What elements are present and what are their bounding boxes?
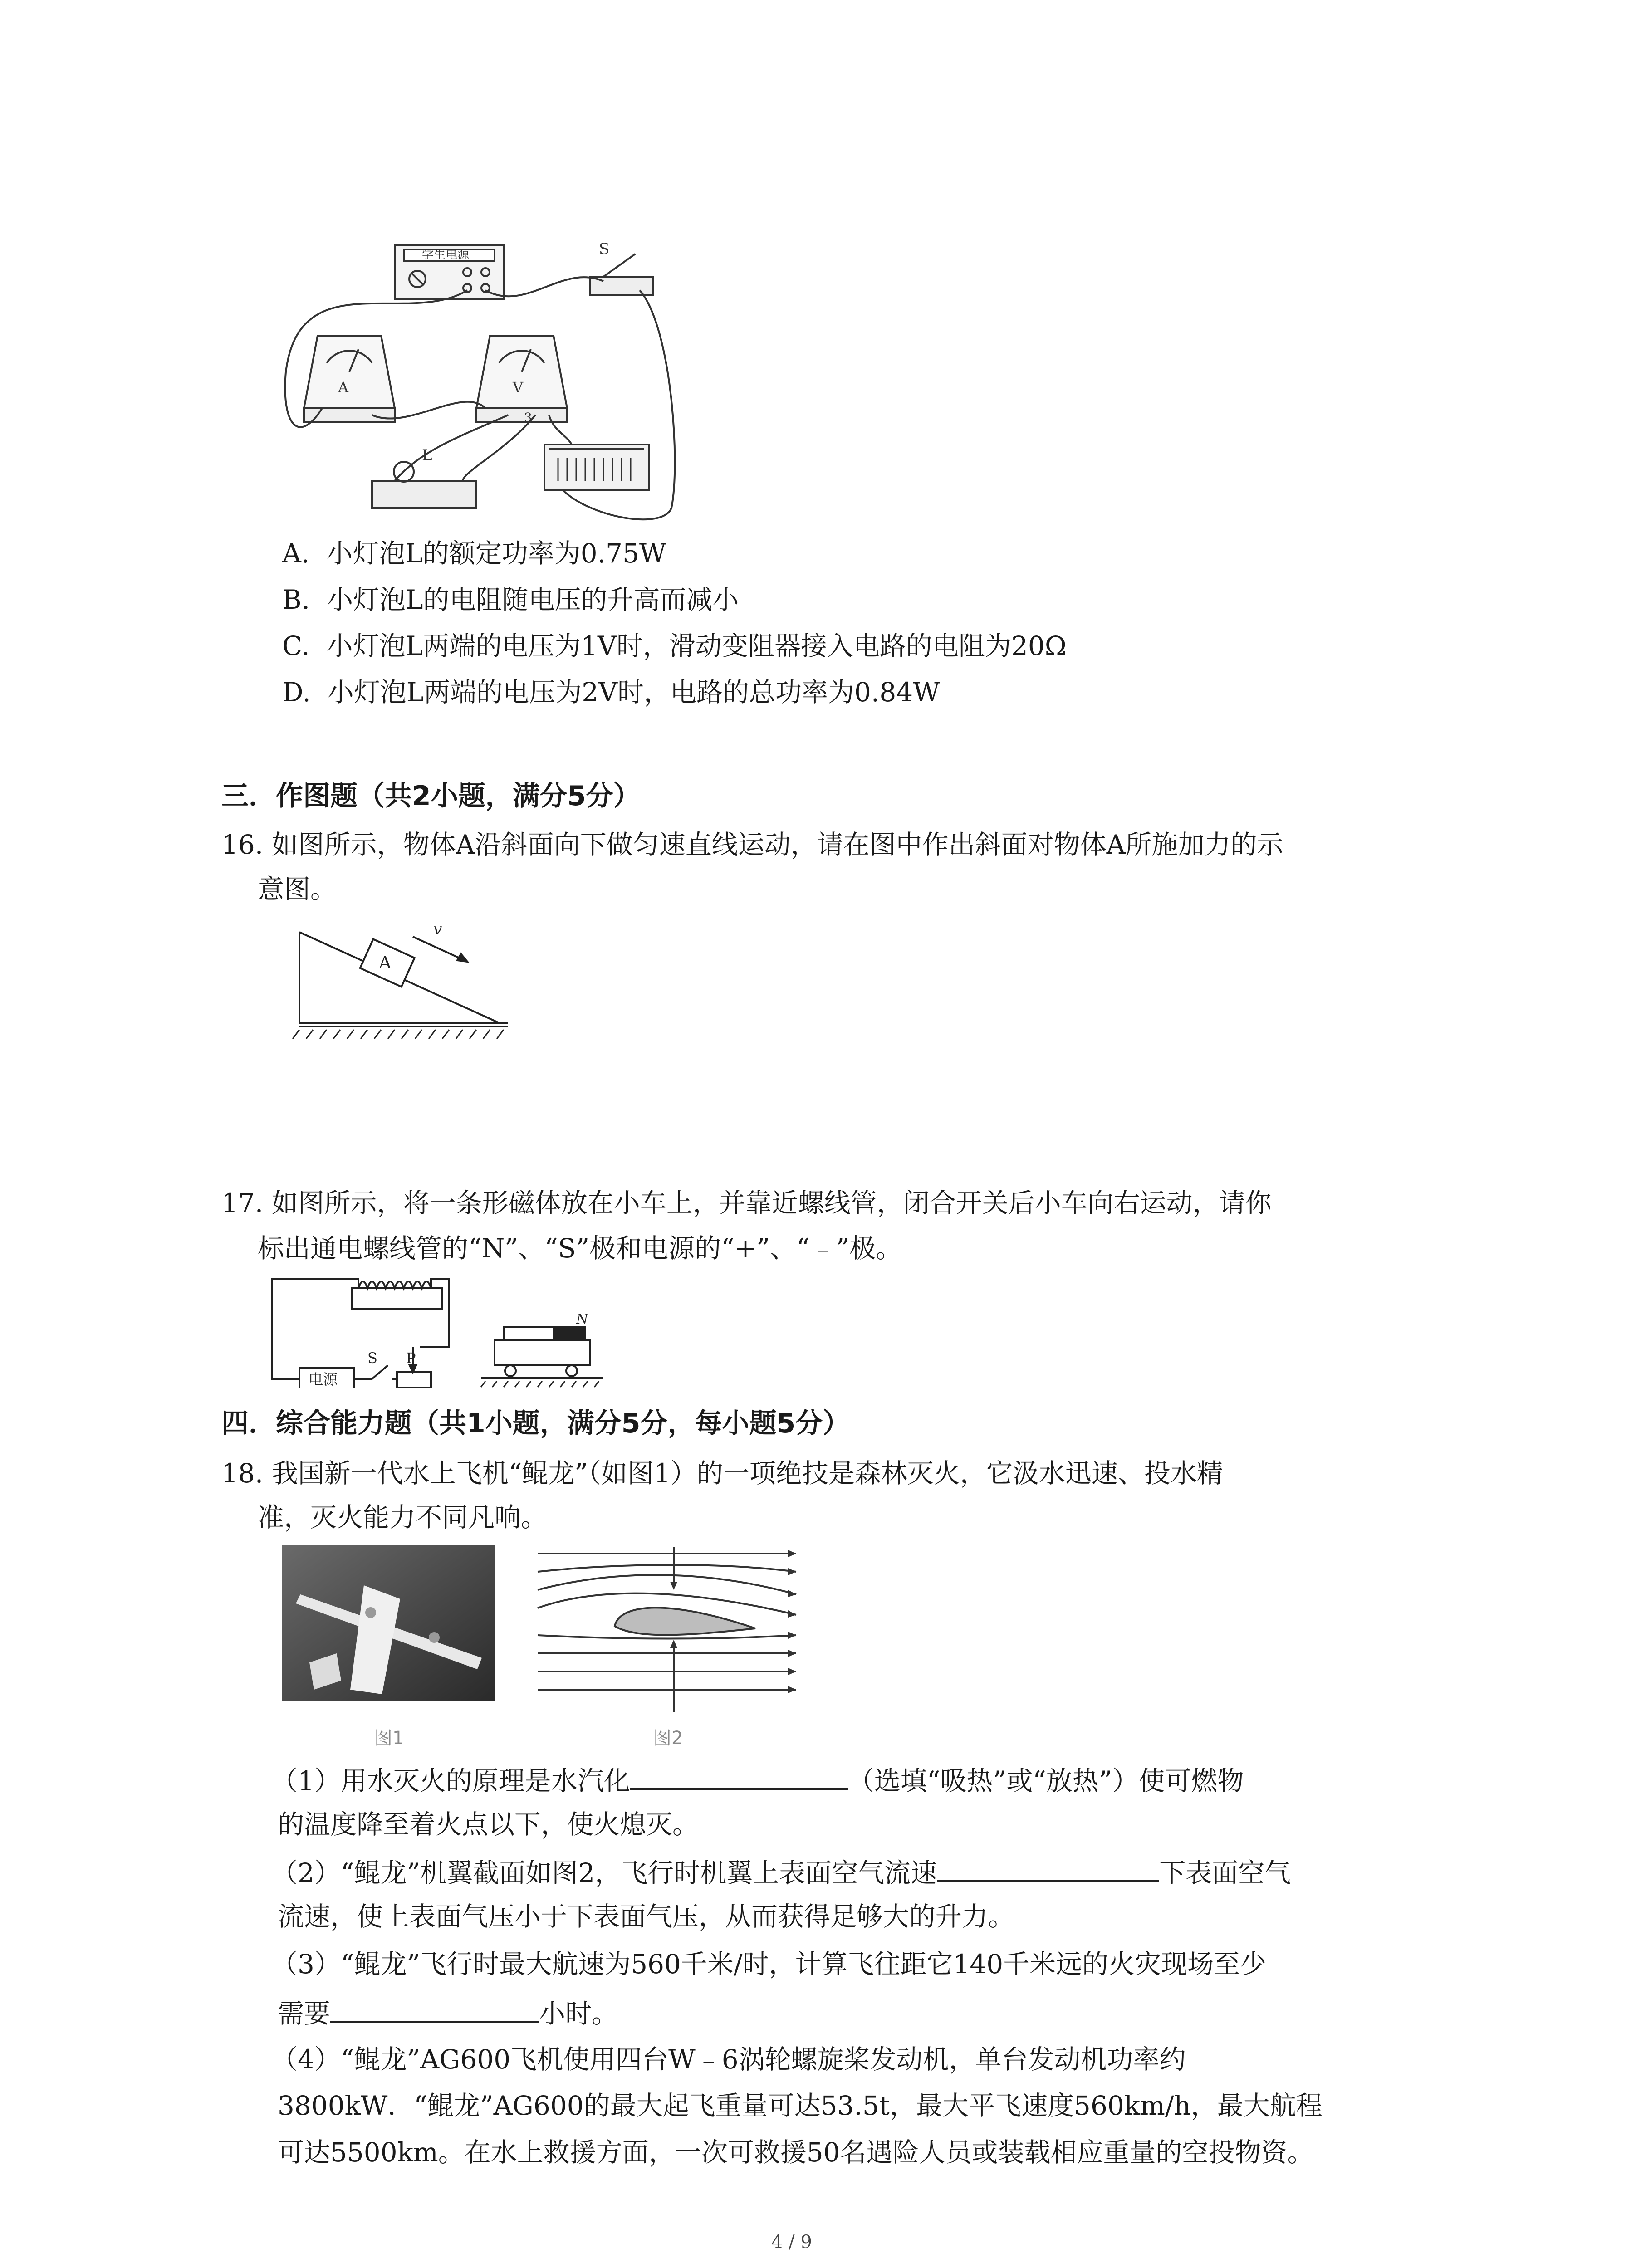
question-number: 17. [221,1188,264,1218]
q15-ammeter-label: A [338,379,349,396]
q17-solenoid-figure [268,1270,612,1388]
q16-line-2: 意图。 [258,874,337,904]
q15-voltmeter-label: V [513,379,524,396]
part-text: （1）用水灭火的原理是水汽化 [271,1765,630,1796]
q15-terminal-label: 3 [524,410,532,425]
q18-part-1-line-1 [271,1761,1244,1799]
q18-line-2: 准，灭火能力不同凡响。 [258,1502,548,1533]
q16-line-1 [221,826,1283,863]
option-text: 小灯泡L的额定功率为0.75W [326,538,666,569]
q15-power-label: 学生电源 [422,248,470,262]
part-text: 下表面空气 [1159,1857,1291,1888]
q15-option-c [282,628,1067,664]
q18-part-4-line-1: （4）“鲲龙”AG600飞机使用四台W﹣6涡轮螺旋桨发动机，单台发动机功率约 [271,2044,1186,2075]
section-3-title: 三．作图题（共2小题，满分5分） [221,780,641,812]
option-text: 小灯泡L两端的电压为2V时，电路的总功率为0.84W [327,677,940,708]
part-text: 需要 [278,1998,331,2029]
option-text: 小灯泡L两端的电压为1V时，滑动变阻器接入电路的电阻为20Ω [326,631,1067,661]
question-text: 如图所示，物体A沿斜面向下做匀速直线运动，请在图中作出斜面对物体A所施加力的示 [271,829,1283,860]
q16-incline-figure [281,914,517,1046]
q17-magnet-label: N [576,1311,588,1327]
option-letter: D. [282,677,311,708]
q17-switch-label: S [367,1349,377,1367]
q18-part-2-line-1 [271,1853,1291,1891]
q18-part-3-line-2 [278,1994,618,2032]
option-letter: A. [282,538,310,569]
q15-switch-label: S [599,240,610,258]
q17-line-1 [221,1185,1272,1221]
answer-blank-1[interactable] [630,1761,848,1790]
q16-block-label: A [379,953,392,973]
q15-circuit-figure [272,236,690,535]
answer-blank-3[interactable] [330,1994,539,2023]
q18-airfoil-figure [533,1545,814,1721]
question-text: 我国新一代水上飞机“鲲龙”（如图1）的一项绝技是森林灭火，它汲水迅速、投水精 [271,1458,1223,1489]
q15-option-d [282,674,940,710]
q17-power-label: 电源 [309,1371,338,1388]
part-text: （选填“吸热”或“放热”）使可燃物 [847,1765,1244,1796]
q18-line-1 [221,1455,1223,1491]
question-number: 16. [221,829,264,860]
part-text: （2）“鲲龙”机翼截面如图2，飞行时机翼上表面空气流速 [271,1857,937,1888]
part-text: 小时。 [539,1998,618,2029]
q18-airplane-photo [282,1545,495,1721]
q18-part-3-line-1: （3）“鲲龙”飞行时最大航速为560千米/时，计算飞往距它140千米远的火灾现场至少 [271,1949,1267,1980]
q15-option-b [282,582,739,618]
option-text: 小灯泡L的电阻随电压的升高而减小 [326,584,739,615]
question-text: 如图所示，将一条形磁体放在小车上，并靠近螺线管，闭合开关后小车向右运动，请你 [271,1188,1272,1218]
q18-part-1-line-2: 的温度降至着火点以下，使火熄灭。 [278,1809,699,1840]
q16-velocity-label: v [433,920,442,938]
q15-lamp-label: L [422,446,432,464]
q18-part-2-line-2: 流速，使上表面气压小于下表面气压，从而获得足够大的升力。 [278,1901,1015,1932]
q17-line-2: 标出通电螺线管的“N”、“S”极和电源的“+”、“﹣”极。 [258,1233,902,1264]
q17-slider-label: P [406,1349,416,1367]
q18-fig2-caption: 图2 [653,1728,683,1749]
q18-part-4-line-3: 可达5500km。在水上救援方面，一次可救援50名遇险人员或装载相应重量的空投物资。 [278,2137,1314,2168]
q18-part-4-line-2: 3800kW．“鲲龙”AG600的最大起飞重量可达53.5t，最大平飞速度560km/h，最大航程 [278,2090,1323,2121]
answer-blank-2[interactable] [937,1853,1159,1882]
question-number: 18. [221,1458,264,1489]
page-number: 4 / 9 [771,2232,812,2253]
q15-option-a [282,535,666,572]
section-4-title: 四．综合能力题（共1小题，满分5分，每小题5分） [221,1408,850,1439]
option-letter: C. [282,631,310,661]
option-letter: B. [282,584,310,615]
q18-fig1-caption: 图1 [374,1728,404,1749]
